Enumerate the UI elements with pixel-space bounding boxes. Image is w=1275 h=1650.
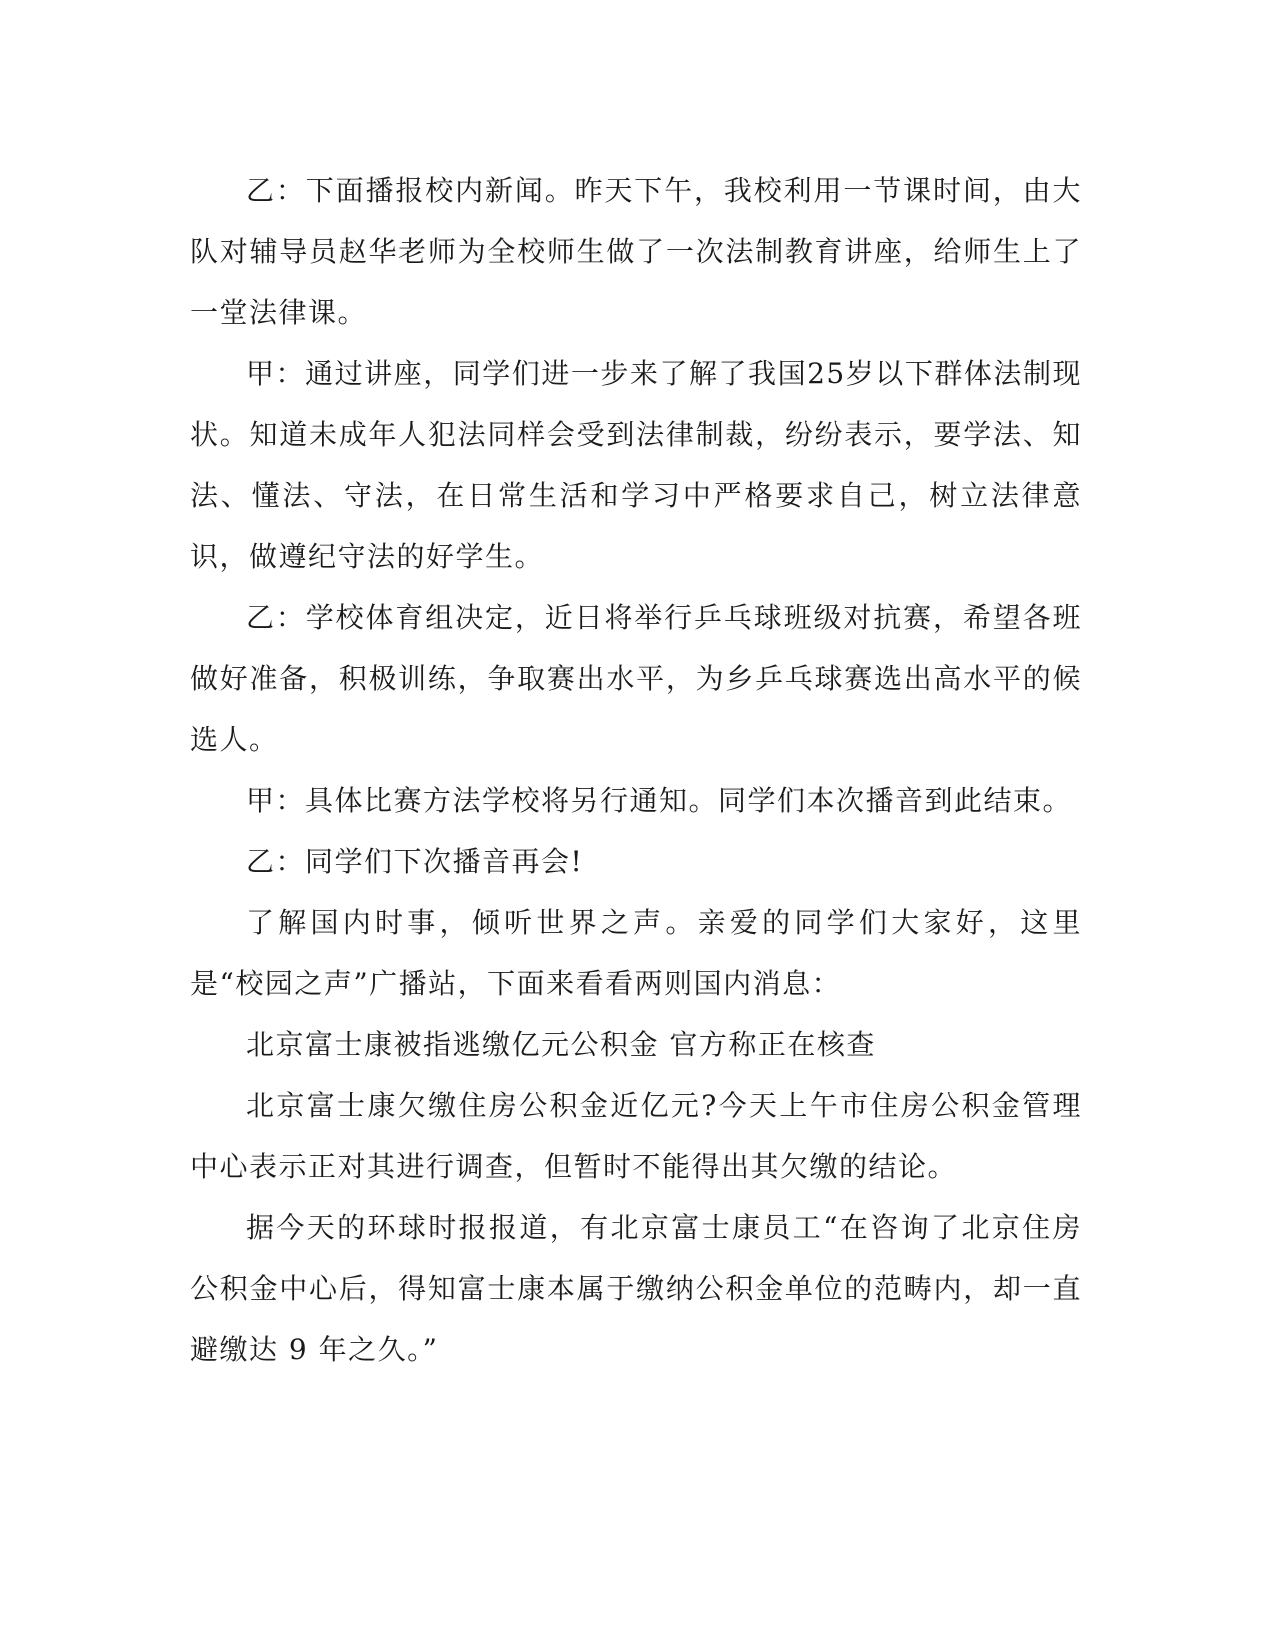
paragraph-news-body-1: 北京富士康欠缴住房公积金近亿元?今天上午市住房公积金管理中心表示正对其进行调查，但暂时不能得出其欠缴的结论。 [190, 1089, 1082, 1183]
document-body [190, 160, 1082, 1380]
paragraph-lecture-effect: 甲：通过讲座，同学们进一步来了解了我国25岁以下群体法制现状。知道未成年人犯法同样会受到法律制裁，纷纷表示，要学法、知法、懂法、守法，在日常生活和学习中严格要求自己，树立法律意识，做遵纪守法的好学生。 [190, 357, 1082, 573]
paragraph-news-body-2: 据今天的环球时报报道，有北京富士康员工“在咨询了北京住房公积金中心后，得知富士康本属于缴纳公积金单位的范畴内，却一直避缴达 9 年之久。” [190, 1211, 1082, 1366]
paragraph-intro: 了解国内时事，倾听世界之声。亲爱的同学们大家好，这里是“校园之声”广播站，下面来看看两则国内消息： [190, 906, 1082, 1000]
paragraph-school-news: 乙：下面播报校内新闻。昨天下午，我校利用一节课时间，由大队对辅导员赵华老师为全校师生做了一次法制教育讲座，给师生上了一堂法律课。 [190, 174, 1082, 329]
paragraph-headline: 北京富士康被指逃缴亿元公积金 官方称正在核查 [246, 1028, 876, 1061]
paragraph-farewell: 乙：同学们下次播音再会! [246, 845, 584, 878]
paragraph-notice: 甲：具体比赛方法学校将另行通知。同学们本次播音到此结束。 [246, 784, 1073, 817]
paragraph-table-tennis: 乙：学校体育组决定，近日将举行乒乓球班级对抗赛，希望各班做好准备，积极训练，争取赛出水平，为乡乒乓球赛选出高水平的候选人。 [190, 601, 1082, 756]
